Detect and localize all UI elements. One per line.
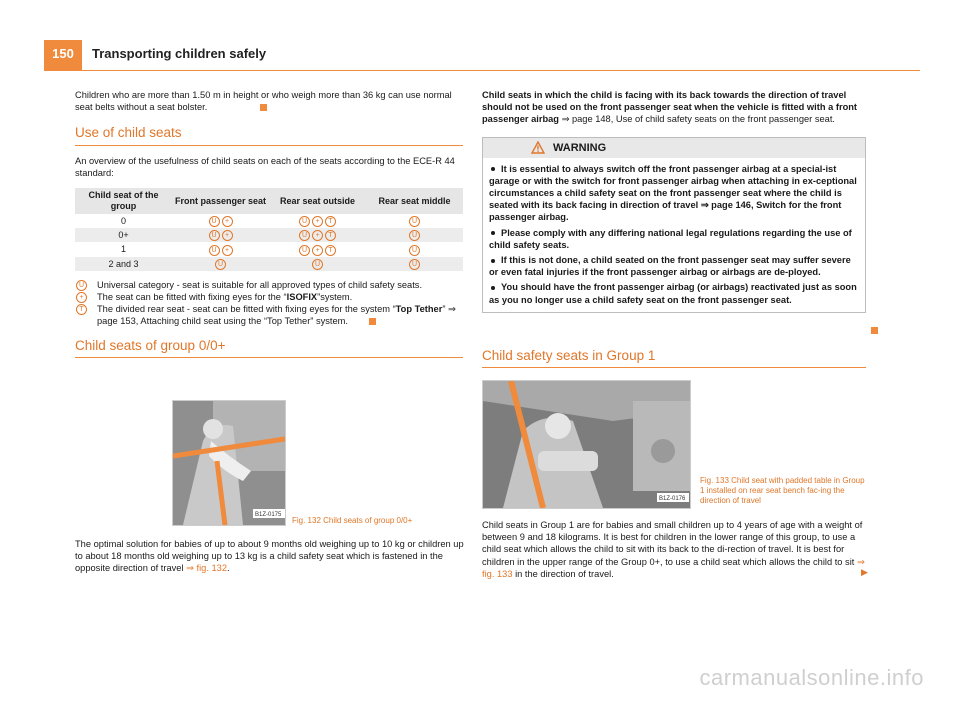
middle-cell: [366, 214, 463, 228]
isofix-symbol-icon: +: [76, 292, 87, 303]
front-cell: [172, 257, 269, 271]
bold-text: Child seats in which the child is facing with its back towards the direction of travel should not be used on the front passenger seat when the vehicle is fitted with a front passenger airbag: [482, 90, 858, 125]
table-row: [75, 257, 463, 271]
isofix-symbol-icon: +: [222, 230, 233, 241]
body-text: .: [227, 563, 230, 574]
section-end-marker: [369, 318, 376, 325]
warning-header: [483, 138, 865, 158]
group-1-heading: Child safety seats in Group 1: [482, 348, 656, 363]
group-00-heading: Child seats of group 0/0+: [75, 337, 226, 353]
watermark: carmanualsonline.info: [699, 665, 924, 690]
section-end-marker: [260, 104, 267, 111]
fig-132-link[interactable]: ⇒ fig. 132: [186, 563, 227, 574]
group1-heading-block: [482, 350, 866, 368]
universal-symbol-icon: U: [209, 216, 220, 227]
bullet-icon: [491, 167, 495, 171]
outside-cell: [269, 228, 366, 242]
legend-item-top-tether: [75, 303, 463, 327]
top-tether-symbol-icon: T: [325, 216, 336, 227]
isofix-symbol-icon: +: [222, 216, 233, 227]
universal-symbol-icon: U: [215, 259, 226, 270]
universal-symbol-icon: U: [209, 230, 220, 241]
fig-132-image: [172, 400, 286, 526]
legend-item-isofix: [75, 291, 463, 303]
left-bottom-text: [75, 538, 465, 575]
outside-cell: [269, 242, 366, 256]
rearward-warning-paragraph: [482, 89, 866, 126]
table-row: [75, 214, 463, 228]
body-text: The optimal solution for babies of up to about 9 months old weighing up to 10 kg or children up to about 18 months old weighing up to 13 kg is a child safety seat which is fastened in the opposite direction of travel: [75, 539, 464, 574]
heading-rule: [75, 357, 463, 358]
warning-body: [483, 158, 865, 312]
figure-code: B1Z-0176: [659, 496, 686, 502]
middle-cell: [366, 257, 463, 271]
warning-item: If this is not done, a child seated on the front passenger seat may suffer severe or even fatal injuries if the front passenger airbag or airbags are de-ployed.: [489, 255, 851, 278]
universal-symbol-icon: U: [209, 245, 220, 256]
universal-symbol-icon: U: [409, 230, 420, 241]
front-cell: [172, 242, 269, 256]
col-header-middle: Rear seat middle: [366, 188, 463, 214]
table-row: [75, 242, 463, 256]
section-end-marker: [871, 327, 878, 334]
left-column: [75, 89, 463, 358]
legend-item-u: [75, 279, 463, 291]
middle-cell: [366, 242, 463, 256]
legend-text: The seat can be fitted with fixing eyes for the “: [97, 292, 287, 303]
isofix-symbol-icon: +: [312, 245, 323, 256]
warning-item: It is essential to always switch off the front passenger airbag at a special-ist garage or with the switch for front passenger airbag when attaching in ex-ceptional circumstances a child safety seat on the front passenger seat where the child is seated with its back facing in direction of travel ⇒ page 146, Switch for the front passenger airbag.: [489, 163, 857, 223]
use-of-child-seats-heading: Use of child seats: [75, 125, 182, 141]
intro-paragraph: Children who are more than 1.50 m in height or who weigh more than 36 kg can use normal seat belts without a seat bolster.: [75, 90, 452, 113]
continue-arrow-icon: ▶: [861, 567, 868, 577]
header-rule: [44, 70, 920, 71]
group-cell: 0: [120, 216, 126, 227]
body-text: Child seats in Group 1 are for babies and small children up to 4 years of age with a weight of between 9 and 18 kilograms. It is best for children in the lower range of this group, to use a child seat which allows the child to sit with its back to the di-rection of travel. It is best for children in the upper range of the Group 0+, to use a child seat which allows the child to sit: [482, 520, 863, 567]
warning-item: Please comply with any differing national legal regulations regarding the use of child safety seats.: [489, 227, 852, 250]
group-cell: 1: [120, 244, 126, 255]
legend-text: Universal category - seat is suitable for all approved types of child safety seats.: [97, 279, 423, 290]
warning-box: [482, 137, 866, 313]
universal-symbol-icon: U: [409, 245, 420, 256]
universal-symbol-icon: U: [409, 216, 420, 227]
page-number: 150: [52, 46, 74, 61]
universal-symbol-icon: U: [76, 280, 87, 291]
bullet-icon: [491, 231, 495, 235]
child-in-group1-seat-illustration: [483, 381, 690, 508]
child-in-rearward-seat-illustration: [173, 401, 285, 525]
outside-cell: [269, 257, 366, 271]
front-cell: [172, 214, 269, 228]
top-tether-symbol-icon: T: [76, 304, 87, 315]
col-header-front: Front passenger seat: [172, 188, 269, 214]
isofix-symbol-icon: +: [312, 230, 323, 241]
outside-cell: [269, 214, 366, 228]
universal-symbol-icon: U: [409, 259, 420, 270]
fig-133-image: [482, 380, 691, 509]
universal-symbol-icon: U: [299, 230, 310, 241]
child-seat-table: [75, 188, 463, 271]
fig-133-caption: Fig. 133 Child seat with padded table in Group 1 installed on rear seat bench fac-ing the direction of travel: [700, 476, 865, 505]
heading-rule: [482, 367, 866, 368]
warning-title: WARNING: [553, 141, 607, 154]
isofix-symbol-icon: +: [222, 245, 233, 256]
universal-symbol-icon: U: [312, 259, 323, 270]
right-column: [482, 89, 866, 313]
overview-paragraph: An overview of the usefulness of child seats on each of the seats according to the ECE-R 44 standard:: [75, 155, 455, 178]
legend-text: ”system.: [317, 292, 353, 303]
isofix-symbol-icon: +: [312, 216, 323, 227]
legend-text: The divided rear seat - seat can be fitted with fixing eyes for the system “: [97, 304, 396, 315]
warning-item: You should have the front passenger airbag (or airbags) reactivated just as soon as you no longer use a child safety seat on the front passenger seat.: [489, 282, 857, 305]
col-header-group: Child seat of the group: [75, 188, 172, 214]
bullet-icon: [491, 286, 495, 290]
fig-132-caption: Fig. 132 Child seats of group 0/0+: [292, 516, 413, 525]
body-text[interactable]: ⇒ page 148, Use of child safety seats on the front passenger seat.: [559, 114, 836, 125]
legend-bold: ISOFIX: [286, 292, 318, 303]
body-text: in the direction of travel.: [512, 568, 614, 579]
figure-code: B1Z-0175: [255, 512, 282, 518]
fig-133-link[interactable]: ⇒ fig. 133: [482, 556, 865, 579]
legend-bold: Top Tether: [395, 304, 443, 315]
top-tether-symbol-icon: T: [325, 245, 336, 256]
group1-body: [482, 519, 870, 580]
col-header-outside: Rear seat outside: [269, 188, 366, 214]
heading-rule: [75, 145, 463, 146]
middle-cell: [366, 228, 463, 242]
universal-symbol-icon: U: [299, 216, 310, 227]
group-cell: 2 and 3: [75, 257, 172, 271]
bullet-icon: [491, 259, 495, 263]
legend-text[interactable]: ” ⇒ page 153, Attaching child seat using the “Top Tether” system.: [97, 304, 456, 327]
warning-triangle-icon: [531, 141, 545, 154]
group-cell: 0+: [75, 228, 172, 242]
top-tether-symbol-icon: T: [325, 230, 336, 241]
table-row: [75, 228, 463, 242]
universal-symbol-icon: U: [299, 245, 310, 256]
table-legend: [75, 279, 463, 328]
front-cell: [172, 228, 269, 242]
page-title: Transporting children safely: [92, 46, 267, 61]
